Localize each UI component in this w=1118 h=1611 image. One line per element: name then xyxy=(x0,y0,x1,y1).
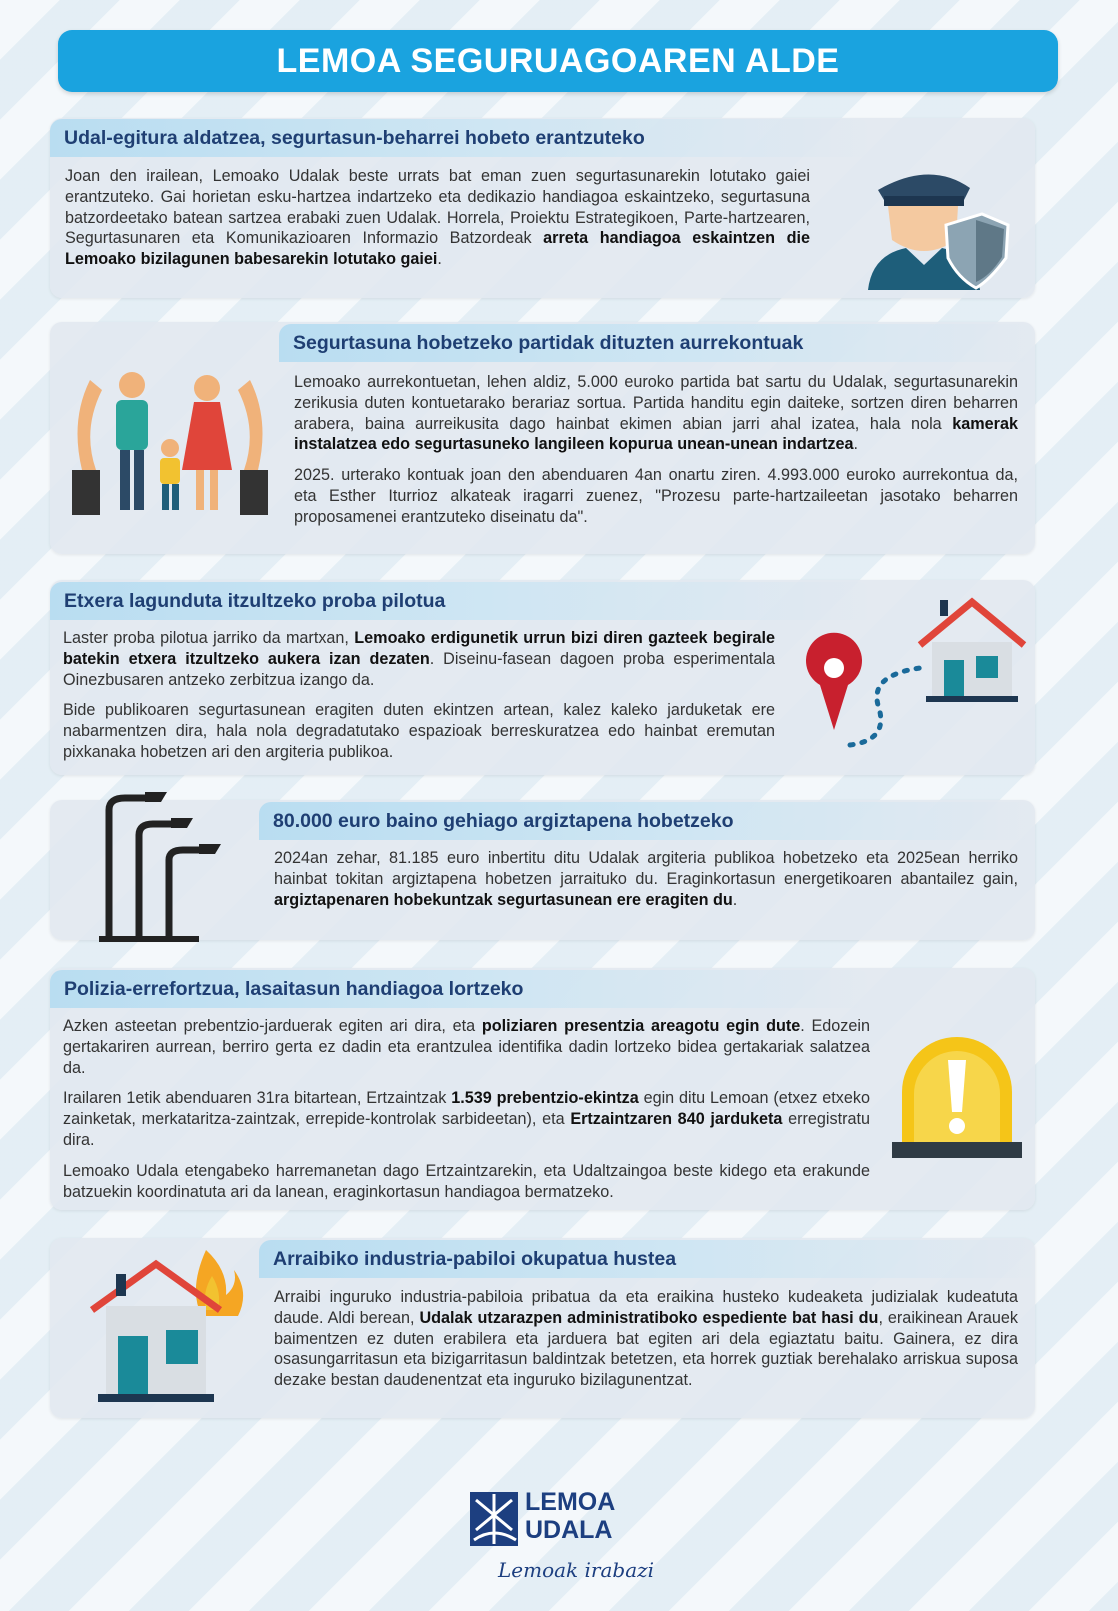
police-officer-icon xyxy=(858,130,1018,295)
section-structure-heading: Udal-egitura aldatzea, segurtasun-beharrei hobeto erantzuteko xyxy=(50,119,870,157)
logo-signature: Lemoak irabazi xyxy=(498,1558,655,1582)
street-lamps-icon xyxy=(95,790,235,945)
lemoa-emblem-icon xyxy=(470,1490,520,1550)
section-lighting-heading: 80.000 euro baino gehiago argiztapena hobetzeko xyxy=(259,802,1035,840)
section-structure-text: Joan den irailean, Lemoako Udalak beste urrats bat eman zuen segurtasunarekin lotutako gaiei erantzuteko. Gai horietan esku-hartzea indartzeko eta dedikazio handiagoa eskaintzeko, segurtasuna batzordeetako batean sartzea erabaki zuen Udalak. Horrela, Proiektu Estrategikoen, Parte-hartzearen, Segurtasunaren eta Komunikazioaren Informazio Batzordeak arreta handiagoa eskaintzen die Lemoako bizilagunen babesarekin lotutako gaiei. xyxy=(65,167,810,269)
section-budget-text: Lemoako aurrekontuetan, lehen aldiz, 5.000 euroko partida bat sartu du Udalak, segurtasunarekin zerikusia duten kontuetarako berariaz sortua. Partida handitu egin daiteke, sortzen diren beharren arabera, baina aurreikusita dago hainbat ekimen abian jarri ahal izatea, hala nola kamerak instalatzea edo segurtasuneko langileen kopurua unean-unean indartzea. 2025. urterako kontuak joan den abenduaren 4an onartu ziren. 4.993.000 euroko aurrekontua da, eta Esther Iturrioz alkateak iragarri zuenez, "Prozesu parte-hartzaileetan jasotako beharren proposamenei erantzuteko diseinatu da". xyxy=(294,373,1018,526)
family-protection-icon xyxy=(62,360,277,520)
logo-line-1: LEMOA xyxy=(525,1488,616,1516)
section-budget-heading: Segurtasuna hobetzeko partidak dituzten aurrekontuak xyxy=(279,324,1035,362)
section-warehouse-text: Arraibi inguruko industria-pabiloia pribatua da eta eraikina husteko kudeaketa judizialak kudeatuta daude. Aldi berean, Udalak utzarazpen administratiboko espediente bat hasi du, eraikinean Arauek baimentzen ez duten erabilera eta jarduera bat egiten ari dela egiaztatu baitu. Gainera, ez dira osasungarritasun eta bizigarritasun baldintzak betetzen, eta horrek guztiak berehalako arriskua suposa dezake bestan daudenentzat eta inguruko bizilagunentzat. xyxy=(274,1288,1018,1390)
page-title: LEMOA SEGURUAGOAREN ALDE xyxy=(58,30,1058,92)
section-pilot-heading: Etxera lagunduta itzultzeko proba pilotua xyxy=(50,582,870,620)
burning-house-icon xyxy=(88,1240,248,1410)
section-police-text: Azken asteetan prebentzio-jarduerak egiten ari dira, eta poliziaren presentzia areagotu egin dute. Edozein gertakariren aurrean, berriro gerta ez dadin eta erantzulea identifika dadin lortzeko bidea gertakariak salatzea da. Irailaren 1etik abenduaren 31ra bitartean, Ertzaintzak 1.539 prebentzio-ekintza egin ditu Lemoan (etxez etxeko zainketak, merkataritza-zaintzak, errepide-kontrolak sarbideetan), eta Ertzaintzaren 840 jarduketa erregistratu dira. Lemoako Udala etengabeko harremanetan dago Ertzaintzarekin, eta Udaltzaingoa beste kidego eta erakunde batzuekin koordinatuta ari da lanean, eraginkortasun handiagoa bermatzeko. xyxy=(63,1017,871,1201)
section-police-heading: Polizia-errefortzua, lasaitasun handiagoa lortzeko xyxy=(50,970,870,1008)
lemoa-udala-logo xyxy=(470,1490,670,1600)
logo-line-2: UDALA xyxy=(525,1516,613,1544)
section-lighting-text: 2024an zehar, 81.185 euro inbertitu ditu Udalak argiteria publikoa hobetzeko eta 2025ean herriko hainbat tokitan argiztapena hobetzen jarraituko du. Eraginkortasun energetikoaren abantailez gain, argiztapenaren hobekuntzak segurtasunean ere eragiten du. xyxy=(274,849,1018,909)
section-pilot-text: Laster proba pilotua jarriko da martxan, Lemoako erdigunetik urrun bizi diren gazteek begirale batekin etxera itzultzeko aukera izan dezaten. Diseinu-fasean dagoen proba esperimentala Oinezbusaren antzeko zerbitzua izango da. Bide publikoaren segurtasunean eragiten duten ekintzen artean, kalez kaleko jarduketak ere nabarmentzen dira, hala nola degradatutako espazioak berreskuratzea edo hainbat eremutan pixkanaka hobetzen ari den argiteria publikoa. xyxy=(63,629,776,761)
house-route-icon xyxy=(790,590,1030,770)
alarm-light-icon xyxy=(890,1030,1025,1170)
section-warehouse-heading: Arraibiko industria-pabiloi okupatua hustea xyxy=(259,1240,1035,1278)
